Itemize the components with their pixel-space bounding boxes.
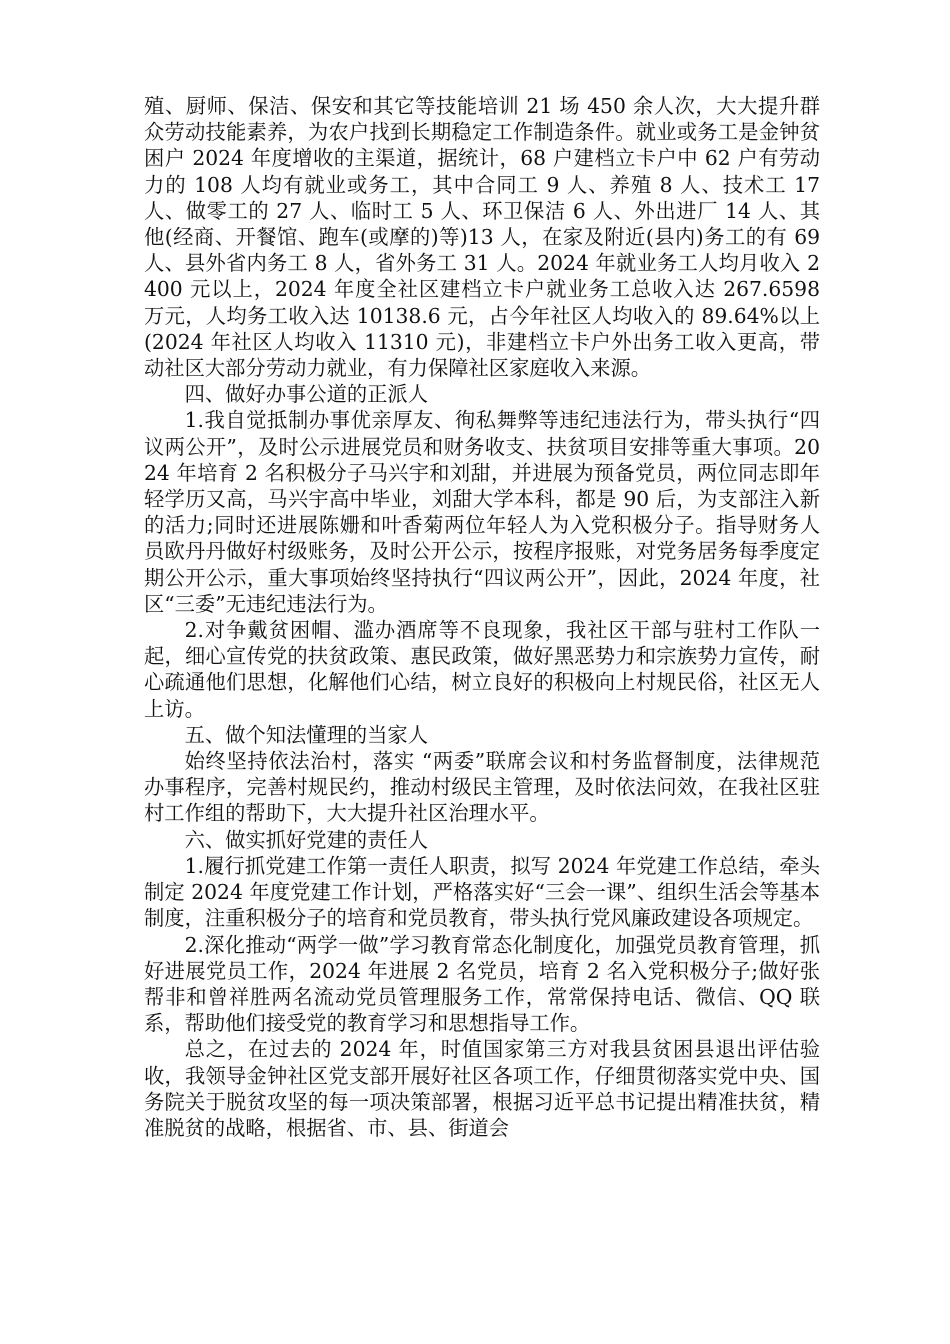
paragraph-section-6-item-1: 1.履行抓党建工作第一责任人职责，拟写 2024 年党建工作总结，牵头制定 2024 年度党建工作计划，严格落实好“三会一课”、组织生活会等基本制度，注重积极分子的培育和党员教育，带头执行党风廉政建设各项规定。: [144, 853, 820, 931]
paragraph-section-4-item-1: 1.我自觉抵制办事优亲厚友、徇私舞弊等违纪违法行为，带头执行“四议两公开”，及时公示进展党员和财务收支、扶贫项目安排等重大事项。2024 年培育 2 名积极分子马兴宇和刘甜，并进展为预备党员，两位同志即年轻学历又高，马兴宇高中毕业，刘甜大学本科，都是 90 后，为支部注入新的活力;同时还进展陈姗和叶香菊两位年轻人为入党积极分子。指导财务人员欧丹丹做好村级账务，及时公开公示，按程序报账，对党务居务每季度定期公开公示，重大事项始终坚持执行“四议两公开”，因此，2024 年度，社区“三委”无违纪违法行为。: [144, 408, 820, 616]
document-page: [144, 93, 820, 1141]
paragraph-summary: 总之，在过去的 2024 年，时值国家第三方对我县贫困县退出评估验收，我领导金钟社区党支部开展好社区各项工作，仔细贯彻落实党中央、国务院关于脱贫攻坚的每一项决策部署，根据习近平总书记提出精准扶贫，精准脱贫的战略，根据省、市、县、街道会: [144, 1037, 820, 1140]
paragraph-section-6-item-2: 2.深化推动“两学一做”学习教育常态化制度化，加强党员教育管理，抓好进展党员工作，2024 年进展 2 名党员，培育 2 名入党积极分子;做好张帮非和曾祥胜两名流动党员管理服务工作，常常保持电话、微信、QQ 联系，帮助他们接受党的教育学习和思想指导工作。: [144, 932, 820, 1036]
paragraph-section-4-item-2: 2.对争戴贫困帽、滥办酒席等不良现象，我社区干部与驻村工作队一起，细心宣传党的扶贫政策、惠民政策，做好黑恶势力和宗族势力宣传，耐心疏通他们思想，化解他们心结，树立良好的积极向上村规民俗，社区无人上访。: [144, 618, 820, 721]
heading-section-4: 四、做好办事公道的正派人: [184, 382, 428, 407]
paragraph-section-5: 始终坚持依法治村，落实 “两委”联席会议和村务监督制度，法律规范办事程序，完善村规民约，推动村级民主管理，及时依法问效，在我社区驻村工作组的帮助下，大大提升社区治理水平。: [144, 749, 820, 826]
heading-section-5: 五、做个知法懂理的当家人: [184, 722, 428, 747]
paragraph-employment-stats: 殖、厨师、保洁、保安和其它等技能培训 21 场 450 余人次，大大提升群众劳动技能素养，为农户找到长期稳定工作制造条件。就业或务工是金钟贫困户 2024 年度增收的主渠道，据统计，68 户建档立卡户中 62 户有劳动力的 108 人均有就业或务工，其中合同工 9 人、养殖 8 人、技术工 17 人、做零工的 27 人、临时工 5 人、环卫保洁 6 人、外出进厂 14 人、其他(经商、开餐馆、跑车(或摩的)等)13 人，在家及附近(县内)务工的有 69 人、县外省内务工 8 人，省外务工 31 人。2024 年就业务工人均月收入 2400 元以上，2024 年度全社区建档立卡户就业务工总收入达 267.6598 万元，人均务工收入达 10138.6 元，占今年社区人均收入的 89.64%以上(2024 年社区人均收入 11310 元)，非建档立卡户外出务工收入更高，带动社区大部分劳动力就业，有力保障社区家庭收入来源。: [144, 94, 820, 381]
heading-section-6: 六、做实抓好党建的责任人: [184, 827, 428, 852]
